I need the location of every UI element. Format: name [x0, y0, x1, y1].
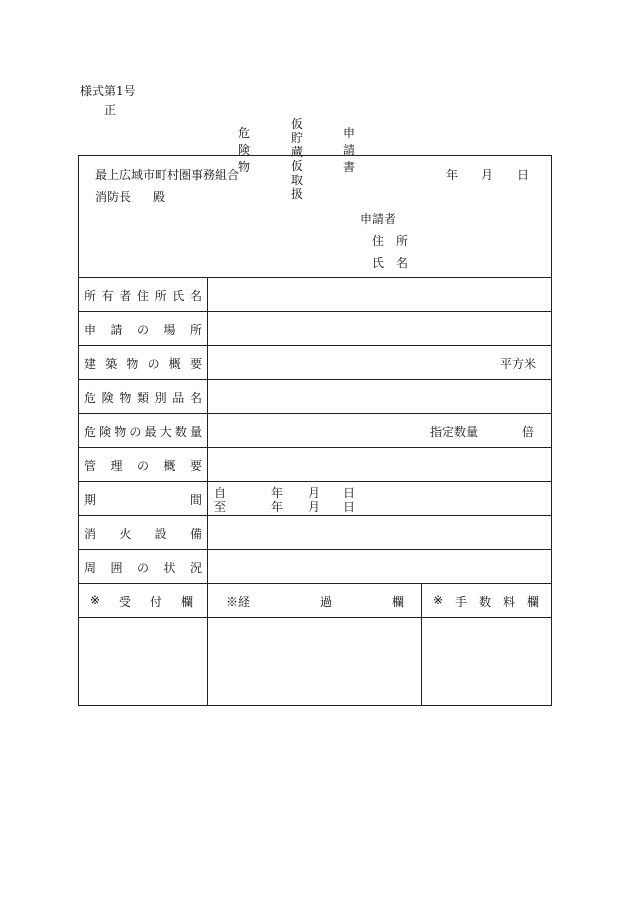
row-label-surroundings: 周 囲 の 状 況: [84, 561, 202, 575]
row-label-location: 申 請 の 場 所: [84, 323, 202, 337]
recipient-honorific: 殿: [153, 190, 166, 204]
date-day: 日: [517, 168, 530, 182]
period-to-year: 年: [271, 500, 284, 514]
progress-column-label-mid: 過: [320, 595, 333, 609]
title-suffix: 申請書: [343, 126, 361, 174]
recipient-title: 消防長: [95, 190, 132, 204]
progress-column-label-end: 欄: [392, 595, 405, 609]
title-variant-bottom: 仮取扱: [291, 159, 310, 201]
applicant-label: 申請者: [360, 212, 397, 226]
date-year: 年: [446, 168, 459, 182]
applicant-name-label: 氏 名: [372, 256, 409, 270]
organization-name: 最上広域市町村圏事務組合: [95, 168, 240, 182]
row-label-building: 建 築 物 の 概 要: [84, 357, 202, 371]
row-divider: [78, 583, 552, 584]
period-to-day: 日: [343, 500, 356, 514]
row-label-hazard-class: 危 険 物 類 別 品 名: [84, 391, 202, 405]
row-divider: [78, 413, 552, 414]
period-from: 自: [214, 486, 227, 500]
copy-mark: 正: [104, 103, 117, 117]
specified-quantity-label: 指定数量: [430, 425, 479, 439]
row-divider: [78, 345, 552, 346]
row-divider: [78, 447, 552, 448]
row-divider: [78, 311, 552, 312]
row-label-period: 期 間: [84, 493, 202, 507]
fee-column-label: ※ 手 数 料 欄: [433, 593, 539, 609]
applicant-address-label: 住 所: [372, 234, 409, 248]
multiple-unit: 倍: [522, 425, 535, 439]
row-label-management: 管 理 の 概 要: [84, 459, 202, 473]
row-label-max-quantity: 危 険 物 の 最 大 数 量: [84, 425, 202, 439]
period-from-month: 月: [308, 486, 321, 500]
reception-entry-area[interactable]: [84, 631, 202, 701]
period-to: 至: [214, 500, 227, 514]
column-divider: [207, 277, 208, 706]
building-area-unit: 平方米: [500, 357, 537, 371]
row-divider: [78, 277, 552, 278]
title-prefix: 危険物: [238, 126, 256, 174]
title-variant-top: 仮貯蔵: [291, 117, 310, 159]
row-label-fire-equipment: 消 火 設 備: [84, 527, 202, 541]
date-month: 月: [481, 168, 494, 182]
row-divider: [78, 481, 552, 482]
form-number: 様式第1号: [80, 84, 136, 98]
row-divider: [78, 549, 552, 550]
row-divider: [78, 617, 552, 618]
row-divider: [78, 515, 552, 516]
reception-column-label: ※ 受 付 欄: [90, 593, 193, 609]
progress-entry-area[interactable]: [214, 631, 414, 701]
column-divider: [421, 583, 422, 706]
progress-column-label-start: ※経: [226, 595, 251, 609]
period-from-day: 日: [343, 486, 356, 500]
row-label-owner: 所 有 者 住 所 氏 名: [84, 289, 202, 303]
row-divider: [78, 379, 552, 380]
period-to-month: 月: [308, 500, 321, 514]
fee-entry-area[interactable]: [427, 631, 545, 701]
period-from-year: 年: [271, 486, 284, 500]
